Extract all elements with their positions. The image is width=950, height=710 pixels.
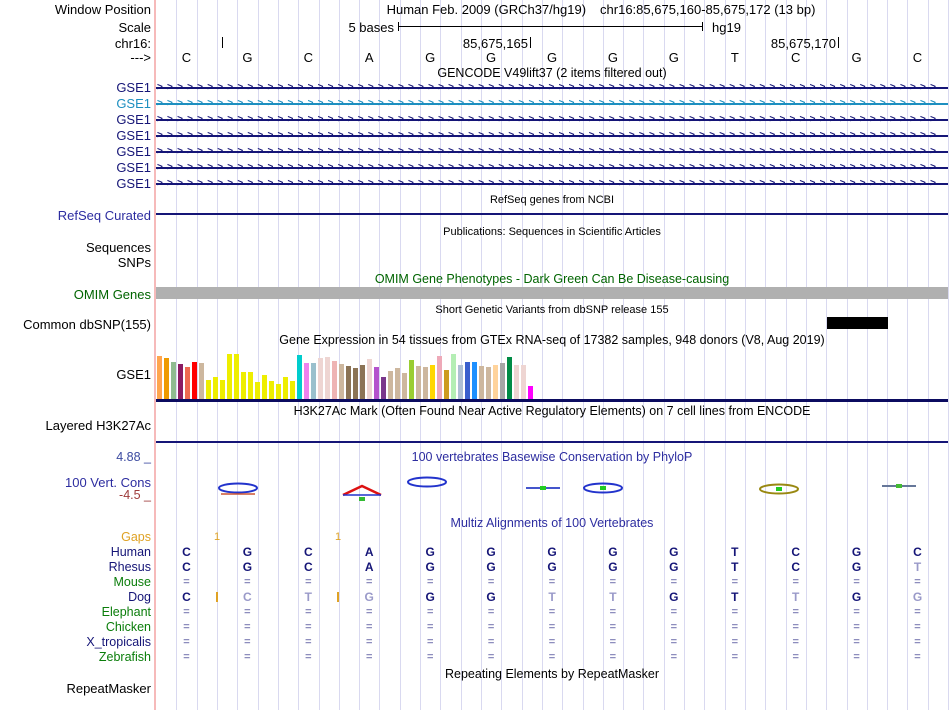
species-label-x_tropicalis[interactable]: X_tropicalis <box>86 635 151 649</box>
gtex-expression-bar <box>185 367 190 399</box>
alignment-base: = <box>914 576 921 588</box>
alignment-base: = <box>792 606 799 618</box>
alignment-base: G <box>486 560 496 574</box>
alignment-base: T <box>731 560 739 574</box>
sequence-base: G <box>546 50 558 65</box>
track-label-gse1[interactable]: GSE1 <box>116 80 151 95</box>
alignment-base: = <box>670 576 678 588</box>
coordinate-tick <box>222 37 223 48</box>
alignment-base: = <box>792 576 799 588</box>
gtex-expression-bar <box>395 368 400 399</box>
gtex-expression-bar <box>507 357 512 399</box>
track-label-gse1[interactable]: GSE1 <box>116 144 151 159</box>
gtex-expression-bar <box>304 363 309 399</box>
track-label-snps[interactable]: SNPs <box>117 255 151 270</box>
coordinate-label: 85,675,165 <box>462 36 528 51</box>
gtex-expression-bar <box>360 365 365 399</box>
alignment-base: T <box>731 590 739 604</box>
alignment-base: = <box>426 621 434 633</box>
alignment-base: G <box>425 545 435 559</box>
gtex-baseline <box>156 399 948 402</box>
assembly-label: hg19 <box>712 20 741 35</box>
gtex-expression-bar <box>416 366 421 399</box>
track-label-100-vert-cons[interactable]: 100 Vert. Cons <box>65 475 151 490</box>
track-label-gse1[interactable]: GSE1 <box>116 176 151 191</box>
gtex-expression-bar <box>388 371 393 399</box>
scale-bar-right-tick <box>702 22 703 31</box>
alignment-base: G <box>242 545 253 559</box>
gtex-expression-bar <box>241 372 246 399</box>
gtex-expression-bar <box>311 363 316 399</box>
alignment-base: = <box>609 636 617 648</box>
species-label-gaps[interactable]: Gaps <box>121 530 151 544</box>
direction-chevrons: >>>>>>>>>>>>>>>>>>>>>>>>>>>>>>>>>>>>>>>>>>>>>>>>>>>>>>>>>>>>>>>>>>>>>>>>>>>>>> <box>157 130 941 141</box>
alignment-base: = <box>244 606 251 618</box>
alignment-base: = <box>548 651 556 663</box>
alignment-base: = <box>548 621 556 633</box>
sequence-base: A <box>364 50 374 65</box>
alignment-base: G <box>425 590 435 604</box>
alignment-base: = <box>426 576 434 588</box>
gtex-expression-bar <box>458 365 463 399</box>
alignment-base: G <box>851 590 862 604</box>
alignment-base: G <box>486 545 496 559</box>
alignment-base: = <box>853 636 860 648</box>
alignment-gap-bar <box>216 592 218 602</box>
conservation-mark <box>876 479 922 497</box>
alignment-base: T <box>731 545 739 559</box>
alignment-base: G <box>425 560 435 574</box>
gtex-expression-bar <box>325 357 330 399</box>
alignment-base: = <box>365 651 373 663</box>
alignment-base: = <box>548 636 556 648</box>
alignment-base: C <box>303 545 313 559</box>
chromosome-label: chr16: <box>114 36 151 51</box>
phylop-min-value: -4.5 _ <box>119 488 151 502</box>
gtex-expression-bar <box>437 356 442 399</box>
track-label-refseq-curated[interactable]: RefSeq Curated <box>57 208 151 223</box>
gtex-expression-bar <box>178 364 183 399</box>
sequence-base: G <box>242 50 253 65</box>
alignment-base: = <box>853 621 860 633</box>
gencode-transcript[interactable] <box>156 160 948 176</box>
alignment-base: G <box>669 545 679 559</box>
conservation-mark <box>580 481 626 499</box>
gtex-expression-bar <box>402 373 407 399</box>
scale-bar <box>398 26 702 27</box>
conservation-mark <box>339 483 385 501</box>
gtex-expression-bar <box>451 354 456 399</box>
track-label-gse1[interactable]: GSE1 <box>116 160 151 175</box>
alignment-base: C <box>791 560 801 574</box>
gtex-expression-bar <box>521 365 526 399</box>
alignment-base: = <box>731 621 739 633</box>
alignment-base: = <box>670 606 678 618</box>
gtex-expression-bar <box>367 359 372 399</box>
phylop-track-title: 100 vertebrates Basewise Conservation by PhyloP <box>411 450 693 464</box>
alignment-base: C <box>243 590 252 604</box>
gtex-expression-bar <box>444 370 449 399</box>
alignment-base: = <box>609 606 617 618</box>
gencode-transcript[interactable] <box>156 128 948 144</box>
alignment-base: = <box>853 606 860 618</box>
species-label-dog[interactable]: Dog <box>128 590 151 604</box>
alignment-base: = <box>305 576 312 588</box>
alignment-base: G <box>364 590 374 604</box>
track-label-common-dbsnp[interactable]: Common dbSNP(155) <box>23 317 151 332</box>
species-label-rhesus[interactable]: Rhesus <box>108 560 151 574</box>
direction-chevrons: >>>>>>>>>>>>>>>>>>>>>>>>>>>>>>>>>>>>>>>>>>>>>>>>>>>>>>>>>>>>>>>>>>>>>>>>>>>>>> <box>157 178 941 189</box>
gtex-expression-bar <box>206 380 211 399</box>
gtex-expression-bar <box>164 358 169 399</box>
alignment-base: = <box>183 621 190 633</box>
position-title <box>254 2 948 17</box>
sequence-base: C <box>790 50 801 65</box>
gtex-expression-bar <box>220 380 225 399</box>
refseq-track-title: RefSeq genes from NCBI <box>489 194 615 206</box>
gtex-expression-bar <box>269 381 274 399</box>
conservation-mark <box>756 482 802 500</box>
alignment-base: = <box>183 576 190 588</box>
alignment-base: = <box>305 651 312 663</box>
gtex-expression-bar <box>479 366 484 399</box>
sequence-base: T <box>730 50 739 65</box>
alignment-base: G <box>547 545 557 559</box>
direction-chevrons: >>>>>>>>>>>>>>>>>>>>>>>>>>>>>>>>>>>>>>>>>>>>>>>>>>>>>>>>>>>>>>>>>>>>>>>>>>>>>> <box>157 82 941 93</box>
alignment-base: = <box>487 636 495 648</box>
gtex-expression-bar <box>332 361 337 399</box>
species-label-zebrafish[interactable]: Zebrafish <box>98 650 151 664</box>
repeatmasker-track-title: Repeating Elements by RepeatMasker <box>444 667 659 681</box>
strand-direction-label: ---> <box>130 50 151 65</box>
gtex-expression-bar <box>409 360 414 399</box>
alignment-base: = <box>487 606 495 618</box>
phylop-max-value: 4.88 _ <box>116 450 151 464</box>
sequence-base: G <box>668 50 679 65</box>
alignment-base: = <box>365 606 373 618</box>
sequence-base: C <box>303 50 313 65</box>
window-position-label: Window Position <box>54 2 151 17</box>
alignment-base: = <box>305 621 312 633</box>
sequence-base: G <box>425 50 436 65</box>
alignment-base: = <box>792 651 799 663</box>
h3k27ac-baseline <box>156 441 948 443</box>
species-label-elephant[interactable]: Elephant <box>101 605 151 619</box>
alignment-base: = <box>548 576 556 588</box>
gtex-expression-bar <box>276 384 281 399</box>
alignment-base: C <box>303 560 313 574</box>
omim-gene-bar[interactable] <box>156 287 948 299</box>
alignment-base: C <box>913 545 922 559</box>
alignment-base: = <box>731 606 739 618</box>
alignment-base: = <box>426 636 434 648</box>
assembly-text: Human Feb. 2009 (GRCh37/hg19) <box>386 2 587 17</box>
gtex-expression-bar <box>290 381 295 399</box>
gtex-expression-bar <box>486 367 491 399</box>
species-label-mouse[interactable]: Mouse <box>113 575 151 589</box>
alignment-base: = <box>731 636 739 648</box>
track-label-gtex-gse1[interactable]: GSE1 <box>116 367 151 382</box>
gtex-expression-bar <box>157 356 162 399</box>
gtex-expression-bar <box>227 354 232 399</box>
gtex-expression-bar <box>346 366 351 399</box>
coordinate-label: 85,675,170 <box>770 36 836 51</box>
alignment-base: = <box>244 636 251 648</box>
gtex-expression-bar <box>262 375 267 399</box>
alignment-base: = <box>183 606 190 618</box>
h3k27ac-track-title: H3K27Ac Mark (Often Found Near Active Regulatory Elements) on 7 cell lines from ENCODE <box>293 404 811 418</box>
gtex-expression-bar <box>374 367 379 399</box>
publications-track-title: Publications: Sequences in Scientific Articles <box>443 226 661 238</box>
alignment-base: = <box>487 621 495 633</box>
alignment-base: = <box>487 651 495 663</box>
gencode-transcript[interactable] <box>156 96 948 112</box>
alignment-base: C <box>182 545 191 559</box>
alignment-base: = <box>183 636 190 648</box>
alignment-base: G <box>851 545 862 559</box>
dbsnp-variant-box[interactable] <box>827 317 888 329</box>
gencode-track-title: GENCODE V49lift37 (2 items filtered out) <box>437 66 667 80</box>
alignment-base: = <box>670 636 678 648</box>
refseq-curated-line[interactable] <box>156 213 948 215</box>
gtex-expression-bar <box>199 363 204 399</box>
alignment-base: = <box>244 651 251 663</box>
alignment-base: = <box>305 636 312 648</box>
multiz-track-title: Multiz Alignments of 100 Vertebrates <box>450 516 654 530</box>
conservation-mark <box>215 481 261 499</box>
alignment-base: = <box>792 636 799 648</box>
track-label-sequences[interactable]: Sequences <box>85 240 151 255</box>
alignment-base: G <box>486 590 496 604</box>
scale-bases-text: 5 bases <box>348 20 394 35</box>
sequence-base: C <box>181 50 192 65</box>
alignment-base: = <box>609 621 617 633</box>
alignment-base: G <box>669 560 679 574</box>
gtex-track-title: Gene Expression in 54 tissues from GTEx RNA-seq of 17382 samples, 948 donors (V8, Aug 2019) <box>279 333 825 347</box>
gtex-expression-bar <box>500 363 505 399</box>
sequence-base: G <box>486 50 497 65</box>
coordinate-tick <box>530 37 531 48</box>
range-text: chr16:85,675,160-85,675,172 (13 bp) <box>600 2 816 17</box>
alignment-base: = <box>244 576 251 588</box>
gencode-transcript[interactable] <box>156 144 948 160</box>
alignment-base: G <box>547 560 557 574</box>
gtex-expression-bar <box>283 377 288 399</box>
species-label-human[interactable]: Human <box>110 545 151 559</box>
gridline <box>948 0 949 710</box>
gtex-expression-bar <box>318 358 323 399</box>
direction-chevrons: >>>>>>>>>>>>>>>>>>>>>>>>>>>>>>>>>>>>>>>>>>>>>>>>>>>>>>>>>>>>>>>>>>>>>>>>>>>>>> <box>157 146 941 157</box>
alignment-base: C <box>182 560 191 574</box>
alignment-base: = <box>670 621 678 633</box>
alignment-base: = <box>914 621 921 633</box>
gtex-expression-bar <box>171 362 176 399</box>
gencode-transcript[interactable] <box>156 80 948 96</box>
gtex-expression-bar <box>381 377 386 399</box>
sequence-base: G <box>607 50 618 65</box>
sequence-base: C <box>912 50 923 65</box>
alignment-base: = <box>731 576 739 588</box>
alignment-base: = <box>183 651 190 663</box>
alignment-base: = <box>244 621 251 633</box>
track-label-repeatmasker[interactable]: RepeatMasker <box>66 681 151 696</box>
gtex-expression-bar <box>514 365 519 399</box>
gtex-expression-bar <box>248 372 253 399</box>
alignment-base: = <box>609 651 617 663</box>
gap-count: 1 <box>334 531 342 543</box>
scale-label: Scale <box>118 20 151 35</box>
gtex-expression-bar <box>192 362 197 399</box>
alignment-base: T <box>609 590 617 604</box>
gtex-expression-bar <box>353 368 358 399</box>
alignment-base: = <box>792 621 799 633</box>
gtex-expression-bar <box>213 377 218 399</box>
gencode-transcript[interactable] <box>156 176 948 192</box>
alignment-base: = <box>731 651 739 663</box>
alignment-base: = <box>365 621 373 633</box>
alignment-base: = <box>365 576 373 588</box>
gtex-expression-bar <box>465 362 470 399</box>
alignment-base: C <box>791 545 801 559</box>
alignment-base: G <box>912 590 923 604</box>
track-label-gse1[interactable]: GSE1 <box>116 128 151 143</box>
gtex-expression-bar <box>528 386 533 399</box>
alignment-base: = <box>914 636 921 648</box>
dbsnp-track-title: Short Genetic Variants from dbSNP release 155 <box>435 304 669 316</box>
alignment-base: G <box>242 560 253 574</box>
gtex-expression-bar <box>430 365 435 399</box>
species-label-chicken[interactable]: Chicken <box>105 620 151 634</box>
alignment-base: C <box>182 590 191 604</box>
alignment-gap-bar <box>337 592 339 602</box>
alignment-base: = <box>609 576 617 588</box>
alignment-base: G <box>851 560 862 574</box>
alignment-base: T <box>913 560 922 574</box>
alignment-base: = <box>670 651 678 663</box>
alignment-base: T <box>792 590 800 604</box>
alignment-base: = <box>914 651 921 663</box>
sequence-base: G <box>851 50 862 65</box>
direction-chevrons: >>>>>>>>>>>>>>>>>>>>>>>>>>>>>>>>>>>>>>>>>>>>>>>>>>>>>>>>>>>>>>>>>>>>>>>>>>>>>> <box>157 114 941 125</box>
alignment-base: = <box>487 576 495 588</box>
track-label-gse1[interactable]: GSE1 <box>116 112 151 127</box>
gtex-expression-bar <box>493 365 498 399</box>
alignment-base: G <box>608 560 618 574</box>
gencode-transcript[interactable] <box>156 112 948 128</box>
coordinate-tick <box>838 37 839 48</box>
alignment-base: T <box>304 590 312 604</box>
alignment-base: T <box>548 590 556 604</box>
gtex-expression-bar <box>423 367 428 399</box>
gtex-expression-bar <box>472 362 477 399</box>
omim-track-title: OMIM Gene Phenotypes - Dark Green Can Be Disease-causing <box>374 272 730 286</box>
gtex-expression-bar <box>339 364 344 399</box>
conservation-mark <box>404 475 450 493</box>
alignment-base: = <box>853 651 860 663</box>
gap-count: 1 <box>213 531 221 543</box>
alignment-base: = <box>365 636 373 648</box>
alignment-base: = <box>305 606 312 618</box>
track-label-omim-genes[interactable]: OMIM Genes <box>73 287 151 302</box>
alignment-base: = <box>914 606 921 618</box>
gtex-expression-bar <box>234 354 239 399</box>
direction-chevrons: >>>>>>>>>>>>>>>>>>>>>>>>>>>>>>>>>>>>>>>>>>>>>>>>>>>>>>>>>>>>>>>>>>>>>>>>>>>>>> <box>157 98 941 109</box>
alignment-base: A <box>364 560 374 574</box>
track-label-gse1[interactable]: GSE1 <box>116 96 151 111</box>
track-label-layered-h3k27ac[interactable]: Layered H3K27Ac <box>45 418 151 433</box>
alignment-base: = <box>853 576 860 588</box>
scale-bar-left-tick <box>398 22 399 31</box>
alignment-base: = <box>426 651 434 663</box>
gtex-expression-bar <box>255 382 260 399</box>
alignment-base: A <box>364 545 374 559</box>
alignment-base: G <box>608 545 618 559</box>
conservation-mark <box>520 481 566 499</box>
alignment-base: = <box>426 606 434 618</box>
gtex-expression-bar <box>297 355 302 399</box>
alignment-base: = <box>548 606 556 618</box>
alignment-base: G <box>669 590 679 604</box>
direction-chevrons: >>>>>>>>>>>>>>>>>>>>>>>>>>>>>>>>>>>>>>>>>>>>>>>>>>>>>>>>>>>>>>>>>>>>>>>>>>>>>> <box>157 162 941 173</box>
